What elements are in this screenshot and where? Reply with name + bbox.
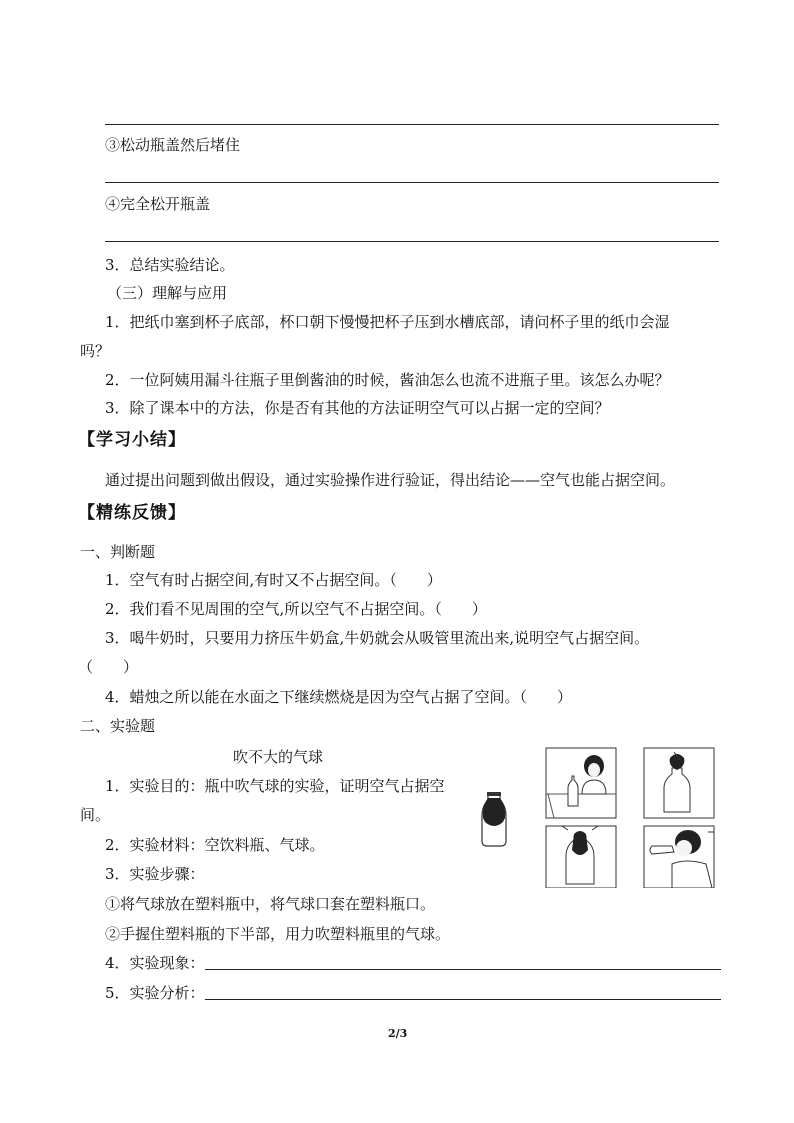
experiment-materials: 2．实验材料：空饮料瓶、气球。 <box>105 836 325 854</box>
panel-person-blowing <box>644 826 714 888</box>
paren-close: ） <box>123 658 139 676</box>
experiment-step-2: ②手握住塑料瓶的下半部，用力吹塑料瓶里的气球。 <box>105 925 451 943</box>
summary-text: 通过提出问题到做出假设，通过实验操作进行验证，得出结论——空气也能占据空间。 <box>105 471 676 489</box>
paren-close: ） <box>557 688 573 706</box>
question-1b: 吗？ <box>80 342 111 360</box>
panel-person-bottle <box>546 748 616 818</box>
summary-heading: 【学习小结】 <box>78 430 186 450</box>
paren-close: ） <box>426 571 442 589</box>
bottle-icon <box>482 792 506 846</box>
experiment-phenomenon: 4．实验现象： <box>105 954 205 972</box>
judge-item-2-text: 2．我们看不见周围的空气,所以空气不占据空间。（ <box>105 600 442 618</box>
question-2: 2．一位阿姨用漏斗往瓶子里倒酱油的时候，酱油怎么也流不进瓶子里。该怎么办呢？ <box>105 371 670 389</box>
phenomenon-answer-line[interactable] <box>205 969 721 970</box>
experiment-name: 吹不大的气球 <box>233 748 324 766</box>
judge-item-1 <box>105 570 442 590</box>
panel-balloon-top <box>644 748 714 818</box>
question-3: 3．除了课本中的方法，你是否有其他的方法证明空气可以占据一定的空间？ <box>105 399 610 417</box>
judge-item-1-text: 1．空气有时占据空间,有时又不占据空间。（ <box>105 571 397 589</box>
judge-title: 一、判断题 <box>80 543 156 561</box>
experiment-step-1: ①将气球放在塑料瓶中，将气球口套在塑料瓶口。 <box>105 895 436 913</box>
judge-item-3a: 3．喝牛奶时，只要用力挤压牛奶盒,牛奶就会从吸管里流出来,说明空气占据空间。 <box>105 629 650 647</box>
section-three-title: （三）理解与应用 <box>107 284 228 302</box>
practice-heading: 【精练反馈】 <box>78 503 186 523</box>
answer-line <box>105 182 719 183</box>
step-3: ③松动瓶盖然后堵住 <box>105 136 241 154</box>
paren-open: （ <box>78 658 94 676</box>
experiment-steps: 3．实验步骤： <box>105 865 205 883</box>
page-number: 2/3 <box>388 1027 408 1040</box>
experiment-title: 二、实验题 <box>80 717 156 735</box>
answer-line <box>105 124 719 125</box>
bottle-balloon-illustration <box>476 746 724 888</box>
experiment-purpose-a: 1．实验目的：瓶中吹气球的实验，证明空气占据空 <box>105 777 445 795</box>
experiment-purpose-b: 间。 <box>80 806 111 824</box>
paren-close: ） <box>471 600 487 618</box>
judge-item-4-text: 4．蜡烛之所以能在水面之下继续燃烧是因为空气占据了空间。（ <box>105 688 528 706</box>
judge-item-2 <box>105 599 487 619</box>
answer-line <box>105 241 719 242</box>
analysis-answer-line[interactable] <box>205 999 721 1000</box>
question-1a: 1．把纸巾塞到杯子底部，杯口朝下慢慢把杯子压到水槽底部，请问杯子里的纸巾会湿 <box>105 313 670 331</box>
judge-item-3b <box>78 657 138 677</box>
panel-balloon-inside <box>546 826 616 888</box>
experiment-analysis: 5．实验分析： <box>105 984 205 1002</box>
conclusion-item: 3．总结实验结论。 <box>105 256 235 274</box>
step-4: ④完全松开瓶盖 <box>105 195 211 213</box>
judge-item-4 <box>105 687 572 707</box>
